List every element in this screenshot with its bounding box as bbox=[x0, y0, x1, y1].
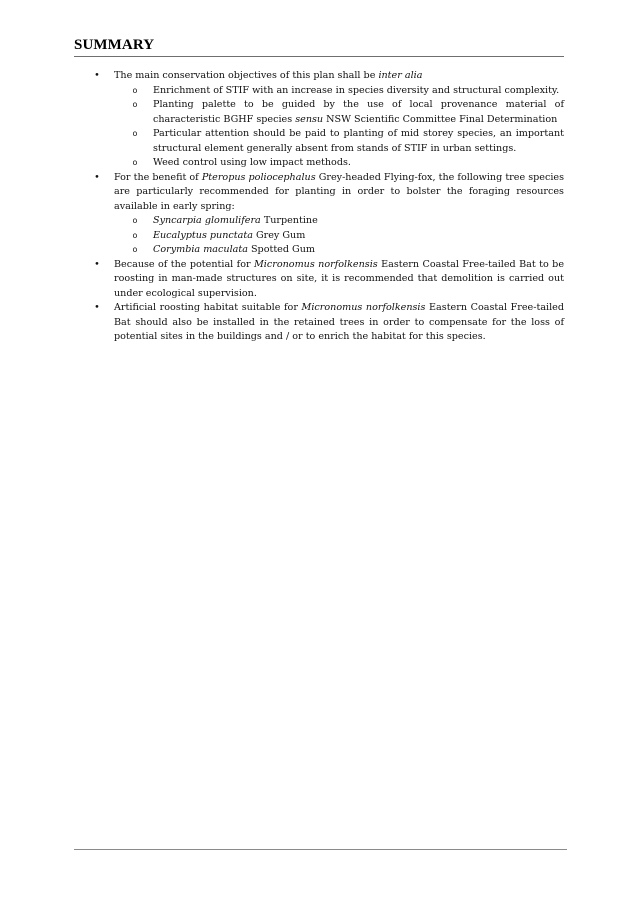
species-text: Corymbia maculata Spotted Gum bbox=[153, 244, 315, 255]
sub-list bbox=[114, 84, 564, 171]
footer-rule bbox=[74, 849, 567, 850]
sub-list-item bbox=[114, 127, 564, 156]
species-text: Eucalyptus punctata Grey Gum bbox=[153, 229, 306, 241]
circle-bullet-icon: o bbox=[132, 129, 138, 138]
item-text: Because of the potential for Micronomus norfolkensis Eastern Coastal Free-tailed Bat to be roosting in man-made structures on site, it is recommended that demolition is carried out under ecological supervision. bbox=[114, 258, 564, 299]
species-text: Syncarpia glomulifera Turpentine bbox=[153, 215, 318, 226]
item-text: For the benefit of Pteropus poliocephalus Grey-headed Flying-fox, the following tree species are particularly recommended for planting in order to bolster the foraging resources available in early spring: bbox=[114, 171, 564, 212]
bullet-icon: • bbox=[94, 302, 100, 313]
circle-bullet-icon: o bbox=[132, 216, 138, 225]
circle-bullet-icon: o bbox=[132, 85, 138, 95]
sub-list-item bbox=[114, 156, 564, 171]
sub-item-text: Weed control using low impact methods. bbox=[153, 157, 351, 168]
sub-item-text: Enrichment of STIF with an increase in species diversity and structural complexity. bbox=[153, 84, 560, 96]
sub-list-item bbox=[114, 214, 564, 229]
sub-item-text: Planting palette to be guided by the use of local provenance material of characteristic BGHF species sensu NSW Scientific Committee Final Determination bbox=[153, 99, 564, 125]
heading-rule bbox=[74, 56, 564, 57]
list-item bbox=[92, 69, 564, 171]
bullet-icon: • bbox=[94, 171, 100, 183]
circle-bullet-icon: o bbox=[132, 158, 138, 167]
sub-list-item bbox=[114, 84, 564, 99]
summary-content bbox=[92, 69, 564, 345]
list-item bbox=[92, 171, 564, 258]
bullet-icon: • bbox=[94, 70, 100, 81]
bullet-icon: • bbox=[94, 258, 100, 270]
list-item bbox=[92, 301, 564, 345]
circle-bullet-icon: o bbox=[132, 245, 138, 254]
circle-bullet-icon: o bbox=[132, 230, 138, 240]
circle-bullet-icon: o bbox=[132, 100, 138, 109]
sub-list bbox=[114, 214, 564, 258]
sub-list-item bbox=[114, 243, 564, 258]
sub-list-item bbox=[114, 98, 564, 127]
item-text: Artificial roosting habitat suitable for Micronomus norfolkensis Eastern Coastal Free-tailed Bat should also be installed in the retained trees in order to compensate for the loss of potential sites in the buildings and / or to enrich the habitat for this species. bbox=[114, 302, 564, 342]
summary-list bbox=[92, 69, 564, 345]
sub-item-text: Particular attention should be paid to planting of mid storey species, an important structural element generally absent from stands of STIF in urban settings. bbox=[153, 128, 564, 154]
page-title: SUMMARY bbox=[74, 37, 155, 53]
sub-list-item bbox=[114, 229, 564, 244]
list-item bbox=[92, 258, 564, 302]
item-text: The main conservation objectives of this plan shall be inter alia bbox=[114, 70, 423, 81]
